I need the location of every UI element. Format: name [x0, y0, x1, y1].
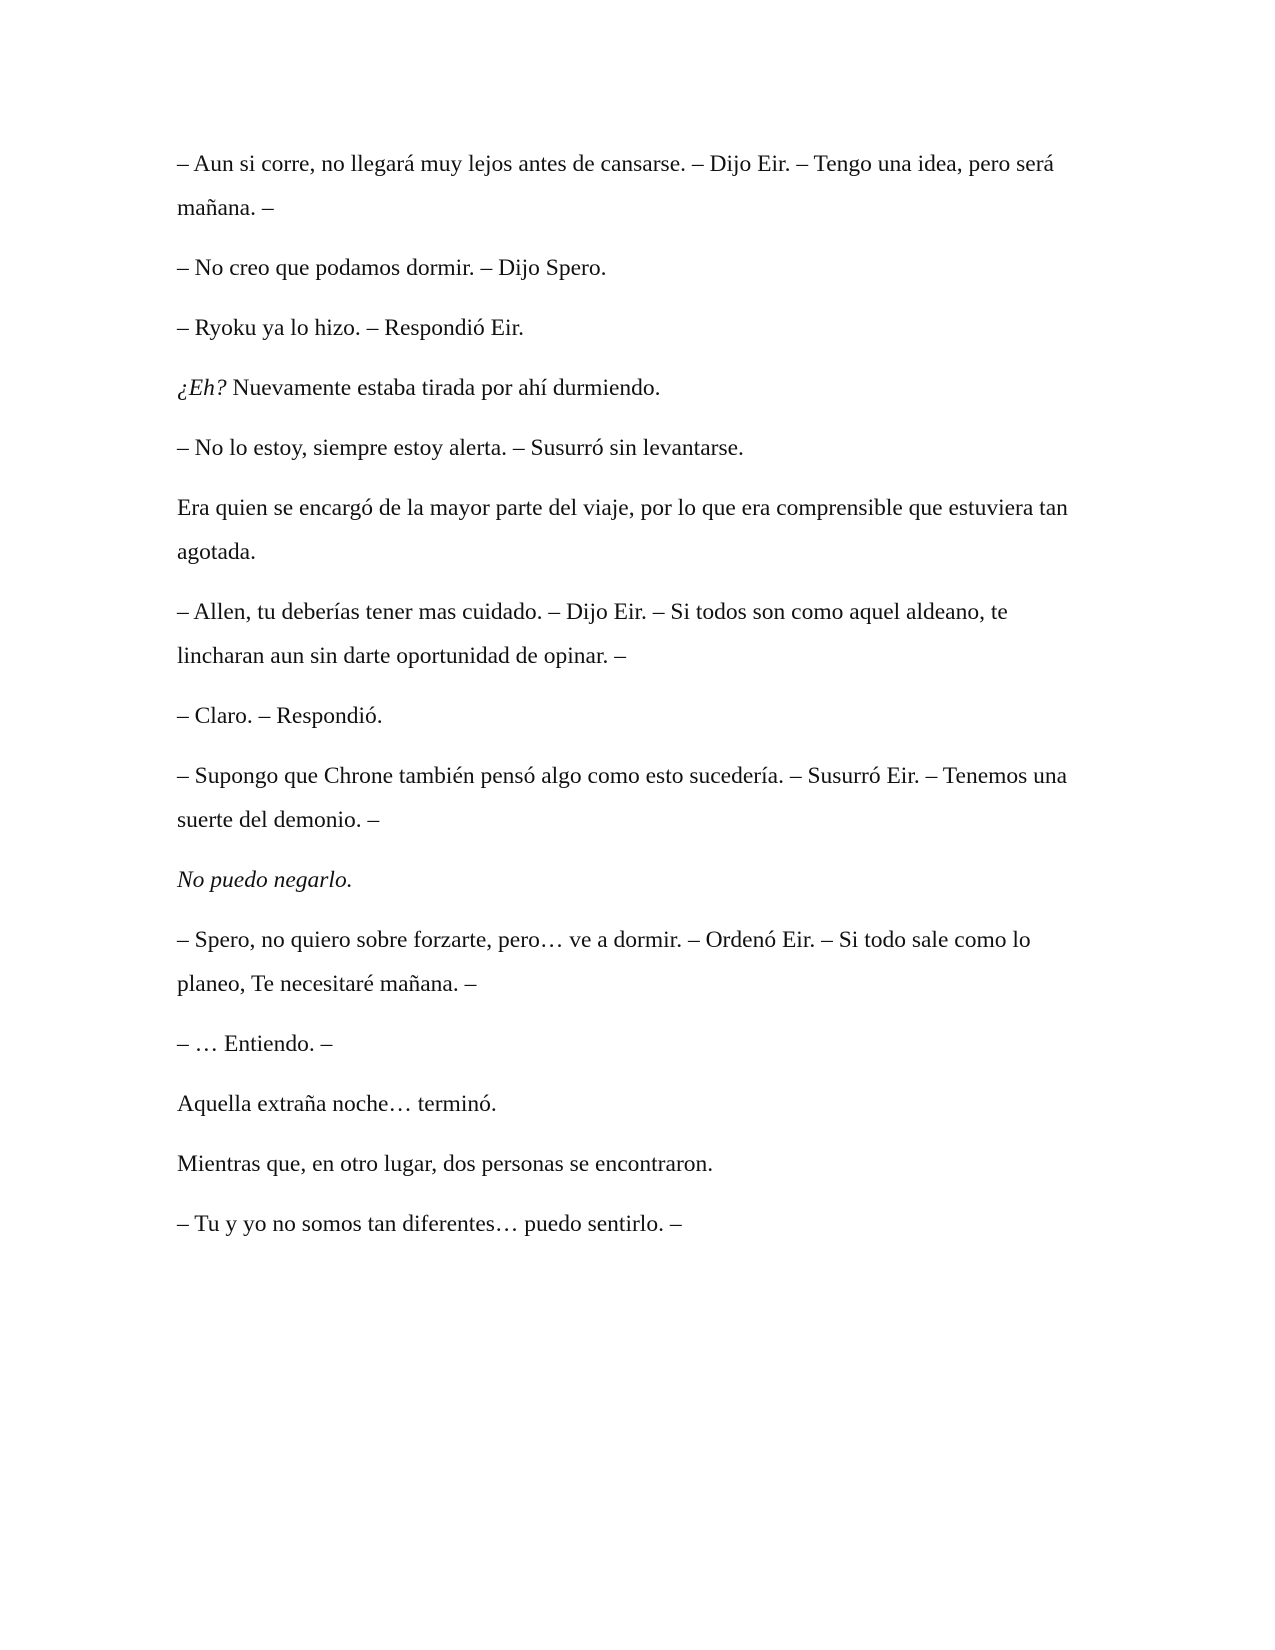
paragraph-text: Aquella extraña noche… terminó.: [177, 1091, 497, 1117]
paragraph-2: [177, 246, 1097, 290]
paragraph-text: – Aun si corre, no llegará muy lejos antes de cansarse. – Dijo Eir. – Tengo una idea, pero será mañana. –: [177, 151, 1054, 221]
paragraph-text: – Supongo que Chrone también pensó algo como esto sucedería. – Susurró Eir. – Tenemos una suerte del demonio. –: [177, 763, 1068, 833]
paragraph-10: [177, 858, 1097, 902]
paragraph-14: [177, 1142, 1097, 1186]
paragraph-text: Era quien se encargó de la mayor parte del viaje, por lo que era comprensible que estuviera tan agotada.: [177, 495, 1068, 565]
paragraph-4: [177, 366, 1097, 410]
body-text: [177, 142, 1097, 1262]
paragraph-text: Mientras que, en otro lugar, dos personas se encontraron.: [177, 1151, 714, 1177]
paragraph-11: [177, 918, 1097, 1006]
paragraph-13: [177, 1082, 1097, 1126]
paragraph-text: – Claro. – Respondió.: [177, 703, 383, 729]
paragraph-text: Nuevamente estaba tirada por ahí durmiendo.: [226, 375, 661, 401]
italic-thought: ¿Eh?: [177, 375, 227, 401]
paragraph-text: – No creo que podamos dormir. – Dijo Spero.: [177, 255, 607, 281]
italic-thought: No puedo negarlo.: [177, 867, 353, 893]
paragraph-text: – … Entiendo. –: [177, 1031, 333, 1057]
paragraph-text: – No lo estoy, siempre estoy alerta. – Susurró sin levantarse.: [177, 435, 744, 461]
paragraph-text: – Ryoku ya lo hizo. – Respondió Eir.: [177, 315, 524, 341]
paragraph-7: [177, 590, 1097, 678]
paragraph-15: [177, 1202, 1097, 1246]
paragraph-text: – Spero, no quiero sobre forzarte, pero… ve a dormir. – Ordenó Eir. – Si todo sale como lo planeo, Te necesitaré mañana. –: [177, 927, 1031, 997]
paragraph-5: [177, 426, 1097, 470]
paragraph-9: [177, 754, 1097, 842]
paragraph-6: [177, 486, 1097, 574]
paragraph-text: – Allen, tu deberías tener mas cuidado. – Dijo Eir. – Si todos son como aquel aldeano, te lincharan aun sin darte oportunidad de opinar. –: [177, 599, 1008, 669]
paragraph-1: [177, 142, 1097, 230]
paragraph-text: – Tu y yo no somos tan diferentes… puedo sentirlo. –: [177, 1211, 682, 1237]
paragraph-8: [177, 694, 1097, 738]
paragraph-3: [177, 306, 1097, 350]
paragraph-12: [177, 1022, 1097, 1066]
